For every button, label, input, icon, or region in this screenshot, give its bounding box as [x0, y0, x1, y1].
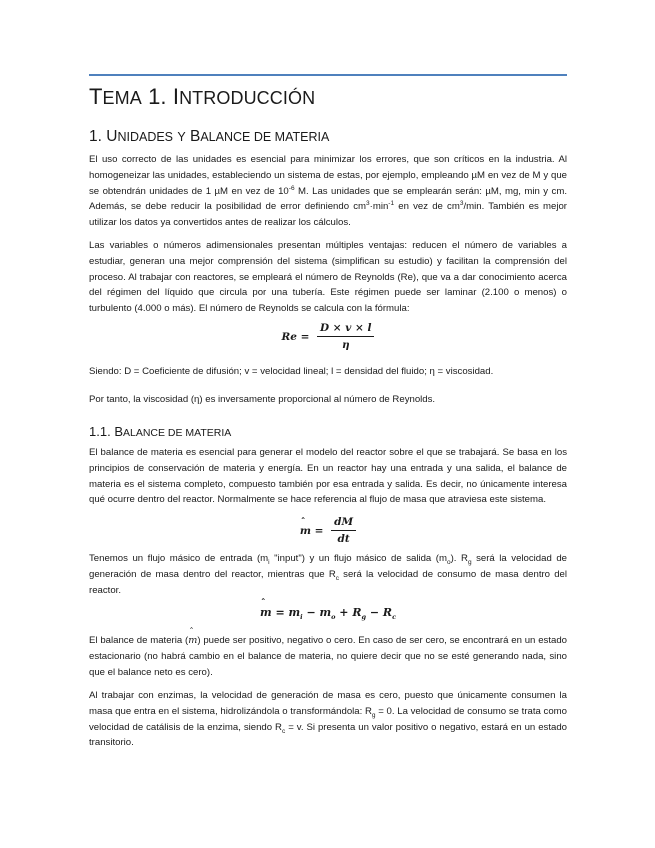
p1-e: /min. También es mejor utilizar los datos ya convertidos antes de realizar los cálculos. [89, 201, 567, 229]
p1-b: M. Las unidades que se emplearán serán: µM, mg, min y cm. Además, se debe reducir la posibilidad de error definiendo cm [89, 185, 568, 213]
p7-a: El balance de materia ( [89, 635, 189, 646]
p6-c: ). R [450, 553, 468, 564]
paragraph-viscosity: Por tanto, la viscosidad (η) es inversamente proporcional al número de Reynolds. [89, 394, 436, 405]
chapter-rest: EMA [102, 88, 142, 108]
p6-sub1: i [268, 558, 270, 566]
p6-b: "input") y un flujo másico de salida (m [269, 553, 447, 564]
eq2-equals: = [314, 524, 324, 537]
paragraph-definitions: Siendo: D = Coeficiente de difusión; v = velocidad lineal; l = densidad del fluido; η = viscosidad. [89, 366, 494, 377]
paragraph-balance-sign [89, 633, 567, 680]
p1-a: El uso correcto de las unidades es esencial para minimizar los errores, que son críticos en la industria. Al homogeneizar las unidades, estableciendo un sistema de estas, por ejemplo, empleando µM en vez de M y que se obtendrán unidades de 1 µM en vez de 10 [89, 154, 567, 197]
chapter-title [89, 84, 315, 110]
p7-m-hat: ˆ m [188, 633, 197, 649]
eq3-sub4: c [392, 613, 397, 622]
eq2-denominator: dt [337, 533, 350, 545]
subsection-first: B [114, 424, 123, 439]
p1-sup2: 3 [366, 200, 370, 208]
section-number: 1. [89, 128, 102, 145]
p8-b: = 0. La velocidad de consumo se trata como velocidad de catálisis de la enzima, siendo R [89, 705, 568, 733]
eq3-sub1: i [300, 613, 303, 622]
p1-sup3: -1 [388, 200, 395, 208]
eq1-lhs: Re = [281, 330, 310, 343]
eq1-denominator: η [341, 339, 350, 351]
eq3-sub2: o [331, 613, 336, 622]
eq3-part3: + R [335, 606, 362, 619]
p6-sub4: c [335, 574, 339, 582]
p8-c: = v. Si presenta un valor positivo o negativo, estará en un estado transitorio. [89, 721, 567, 749]
chapter-word-first: I [172, 84, 180, 109]
paragraph-flows [89, 551, 567, 598]
section-y: Y [177, 130, 186, 144]
chapter-number: 1. [148, 84, 167, 109]
paragraph-enzymes [89, 688, 567, 751]
section-w2-rest: ALANCE DE MATERIA [200, 130, 330, 144]
p6-d: será la velocidad de generación de masa dentro del reactor, mientras que R [89, 553, 567, 580]
p8-sub1: g [371, 711, 376, 719]
paragraph-mass-balance: El balance de materia es esencial para generar el modelo del reactor sobre el que se trabajará. Se basa en los principios de conservación de materia y energía. En un reactor hay una entrada y una salida, el balance de materia es el sistema completo, compuesto también por esa entrada y salida. Es decir, no únicamente interesa qué ocurre dentro del reactor. Normalmente se hace referencia al flujo de masa que atraviesa este sistema. [89, 447, 567, 506]
p6-e: será la velocidad de consumo de masa dentro del reactor. [89, 568, 567, 596]
p7-b: ) puede ser positivo, negativo o cero. En caso de ser cero, se encontrará en un estado estacionario (no habrá cambio en el balance de materia, no quiere decir que no se esté generando nada, sino que el balance neto es cero). [89, 635, 568, 678]
p1-sup4: 3 [459, 200, 464, 208]
paragraph-units [89, 152, 567, 231]
equation-mass-flow [89, 516, 567, 545]
section-w2-first: B [190, 128, 201, 145]
p6-sub2: o [446, 558, 451, 566]
p6-sub3: g [467, 558, 472, 566]
eq1-fraction [317, 322, 374, 351]
eq3-m-hat: ˆ m [260, 606, 272, 619]
equation-balance [89, 606, 567, 622]
chapter-prefix: T [89, 84, 103, 109]
eq3-part2: − m [302, 606, 332, 619]
section-heading-1 [89, 128, 329, 146]
p1-c: ·min [369, 201, 389, 213]
eq1-numerator: D × v × l [317, 322, 374, 337]
section-w1-first: U [106, 128, 118, 145]
eq2-m-hat: ˆ m [300, 525, 311, 537]
eq3-part1: = m [275, 606, 301, 619]
chapter-word-rest: NTRODUCCIÓN [179, 88, 316, 108]
section-heading-1-1 [89, 424, 231, 439]
p1-d: en vez de cm [394, 201, 460, 213]
section-w1-rest: NIDADES [117, 130, 174, 144]
p1-sup1: -6 [288, 184, 295, 192]
eq2-lhs [300, 525, 324, 537]
subsection-number: 1.1. [89, 424, 111, 439]
eq2-fraction [331, 516, 356, 545]
subsection-rest: ALANCE DE MATERIA [122, 427, 232, 439]
title-rule [89, 74, 567, 76]
eq3-part4: − R [366, 606, 393, 619]
p8-a: Al trabajar con enzimas, la velocidad de generación de masa es cero, puesto que únicamente consumen la masa que entra en el sistema, hidrolizándola o transformándola: R [89, 690, 567, 717]
p6-a: Tenemos un flujo másico de entrada (m [89, 553, 269, 564]
equation-reynolds [89, 322, 567, 351]
eq2-numerator: dM [331, 516, 356, 531]
p8-sub2: c [281, 727, 286, 735]
eq3-sub3: g [361, 613, 367, 622]
paragraph-dimensionless: Las variables o números adimensionales presentan múltiples ventajas: reducen el número de variables a estudiar, generan una mejor comprensión del sistema (simplifican su estudio) y facilitan la comprensión del proceso. Al trabajar con reactores, se empleará el número de Reynolds (Re), que va a dar conocimiento acerca del régimen del líquido que circula por una tubería. Este régimen puede ser laminar (2.100 o menos) o turbulento (4.000 o más). El número de Reynolds se calcula con la fórmula: [89, 240, 567, 315]
